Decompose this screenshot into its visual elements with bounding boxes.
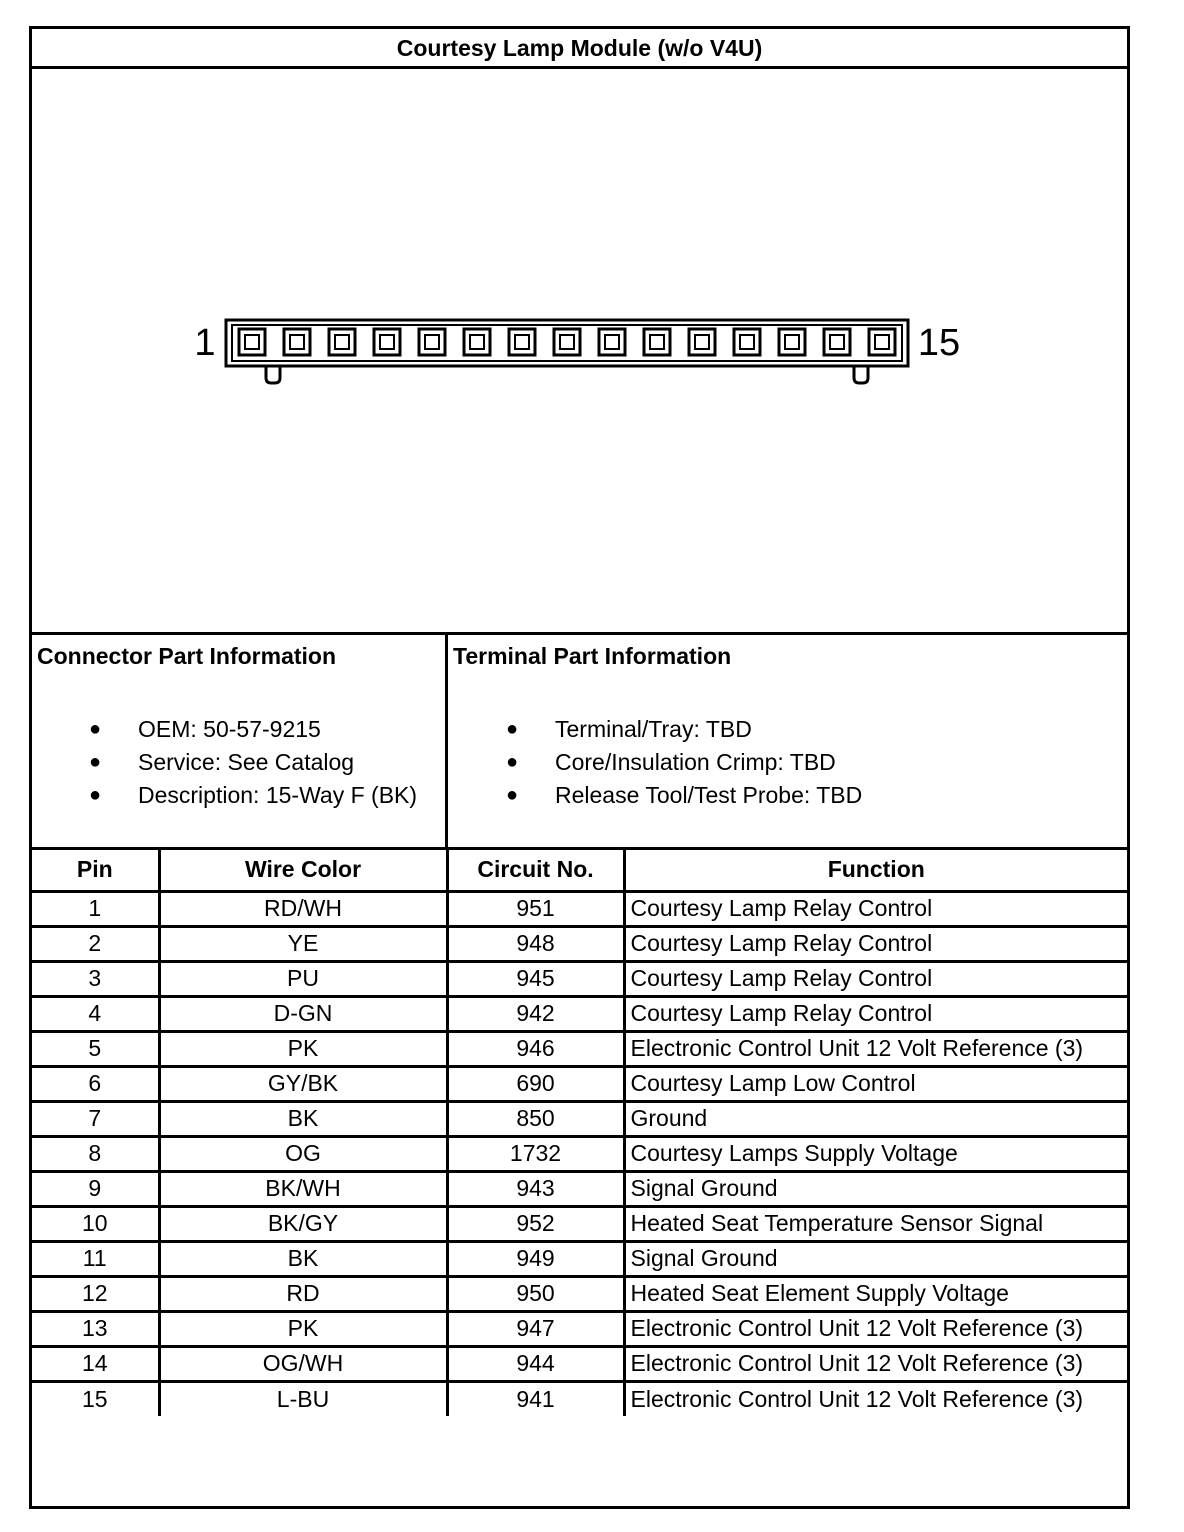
cavity-2-inner [290,335,304,349]
function-cell: Courtesy Lamp Relay Control [624,961,1127,996]
terminal-tool: Release Tool/Test Probe: TBD [555,782,863,808]
circuit-cell: 947 [447,1311,624,1346]
cavity-10-inner [650,335,664,349]
table-row [32,926,1127,961]
wire-color-cell: D-GN [159,996,447,1031]
pin-first-label: 1 [194,322,216,364]
terminal-info-list [505,713,862,812]
pin-cell: 5 [32,1031,159,1066]
function-cell: Courtesy Lamps Supply Voltage [624,1136,1127,1171]
table-row [32,1346,1127,1381]
table-row [32,1276,1127,1311]
cavity-8-inner [560,335,574,349]
cavity-9-outer [599,329,625,355]
table-header-row [32,850,1127,891]
cavity-5-inner [425,335,439,349]
pin-cell: 10 [32,1206,159,1241]
pin-rows [32,891,1127,1416]
connector-info-list [88,713,417,812]
cavity-5-outer [419,329,445,355]
function-cell: Signal Ground [624,1171,1127,1206]
function-cell: Electronic Control Unit 12 Volt Reference (3) [624,1311,1127,1346]
bullet-icon: ● [505,718,519,740]
cavity-11-inner [695,335,709,349]
circuit-cell: 948 [447,926,624,961]
cavity-10-outer [644,329,670,355]
circuit-cell: 944 [447,1346,624,1381]
pin-cell: 11 [32,1241,159,1276]
list-item [88,746,417,779]
function-cell: Electronic Control Unit 12 Volt Reference (3) [624,1031,1127,1066]
cavity-8-outer [554,329,580,355]
wire-color-cell: BK [159,1101,447,1136]
terminal-info-heading: Terminal Part Information [453,643,732,669]
function-cell: Signal Ground [624,1241,1127,1276]
pin-cell: 14 [32,1346,159,1381]
connector-drawing [32,69,1127,632]
cavity-13-inner [785,335,799,349]
wire-color-cell: RD [159,1276,447,1311]
list-item [505,713,862,746]
part-info-section [32,632,1127,850]
circuit-cell: 949 [447,1241,624,1276]
cavity-7-outer [509,329,535,355]
pin-cell: 12 [32,1276,159,1311]
function-cell: Courtesy Lamp Low Control [624,1066,1127,1101]
function-cell: Ground [624,1101,1127,1136]
connector-sheet [29,26,1130,1509]
cavity-3-outer [329,329,355,355]
cavity-6-outer [464,329,490,355]
pin-cell: 1 [32,891,159,926]
bullet-icon: ● [505,751,519,773]
terminal-tray: Terminal/Tray: TBD [555,716,752,742]
table-row [32,1171,1127,1206]
cavity-2-outer [284,329,310,355]
header-function: Function [624,850,1127,891]
cavity-13-outer [779,329,805,355]
header-circuit: Circuit No. [447,850,624,891]
function-cell: Courtesy Lamp Relay Control [624,926,1127,961]
wire-color-cell: OG/WH [159,1346,447,1381]
circuit-cell: 950 [447,1276,624,1311]
pin-cell: 7 [32,1101,159,1136]
circuit-cell: 942 [447,996,624,1031]
connector-description: Description: 15-Way F (BK) [138,782,418,808]
bullet-icon: ● [88,784,102,806]
wire-color-cell: BK/GY [159,1206,447,1241]
connector-diagram [32,69,1127,632]
table-row [32,1311,1127,1346]
connector-info-heading: Connector Part Information [37,643,337,669]
circuit-cell: 941 [447,1381,624,1416]
pin-cell: 4 [32,996,159,1031]
circuit-cell: 946 [447,1031,624,1066]
table-row [32,1381,1127,1416]
table-row [32,996,1127,1031]
pin-cell: 8 [32,1136,159,1171]
connector-service: Service: See Catalog [138,749,355,775]
connector-oem: OEM: 50-57-9215 [138,716,321,742]
bullet-icon: ● [505,784,519,806]
table-row [32,1241,1127,1276]
function-cell: Courtesy Lamp Relay Control [624,891,1127,926]
pin-cell: 3 [32,961,159,996]
table-row [32,1066,1127,1101]
list-item [88,779,417,812]
wire-color-cell: YE [159,926,447,961]
pin-cell: 15 [32,1381,159,1416]
header-wire-color: Wire Color [159,850,447,891]
pin-cell: 9 [32,1171,159,1206]
cavity-14-inner [830,335,844,349]
pin-cell: 2 [32,926,159,961]
function-cell: Electronic Control Unit 12 Volt Reference (3) [624,1381,1127,1416]
pin-last-label: 15 [917,322,961,364]
function-cell: Heated Seat Element Supply Voltage [624,1276,1127,1311]
cavity-1-inner [245,335,259,349]
cavity-15-inner [875,335,889,349]
function-cell: Courtesy Lamp Relay Control [624,996,1127,1031]
cavity-12-inner [740,335,754,349]
circuit-cell: 951 [447,891,624,926]
wire-color-cell: PU [159,961,447,996]
connector-peg-right [854,366,868,383]
circuit-cell: 850 [447,1101,624,1136]
page-title: Courtesy Lamp Module (w/o V4U) [32,29,1127,69]
wire-color-cell: L-BU [159,1381,447,1416]
table-row [32,1031,1127,1066]
list-item [88,713,417,746]
circuit-cell: 943 [447,1171,624,1206]
cavity-11-outer [689,329,715,355]
terminal-part-info [448,635,1127,847]
table-row [32,961,1127,996]
connector-body [226,320,908,383]
wire-color-cell: OG [159,1136,447,1171]
circuit-cell: 945 [447,961,624,996]
wire-color-cell: PK [159,1311,447,1346]
circuit-cell: 690 [447,1066,624,1101]
function-cell: Electronic Control Unit 12 Volt Reference (3) [624,1346,1127,1381]
circuit-cell: 952 [447,1206,624,1241]
wire-color-cell: BK/WH [159,1171,447,1206]
connector-peg-left [266,366,280,383]
pin-table [32,850,1127,1416]
wire-color-cell: BK [159,1241,447,1276]
table-row [32,1136,1127,1171]
cavity-7-inner [515,335,529,349]
cavity-9-inner [605,335,619,349]
table-row [32,891,1127,926]
wire-color-cell: RD/WH [159,891,447,926]
list-item [505,746,862,779]
wire-color-cell: PK [159,1031,447,1066]
cavity-12-outer [734,329,760,355]
cavity-3-inner [335,335,349,349]
table-row [32,1206,1127,1241]
cavity-4-outer [374,329,400,355]
table-row [32,1101,1127,1136]
cavity-6-inner [470,335,484,349]
cavity-15-outer [869,329,895,355]
bullet-icon: ● [88,718,102,740]
bullet-icon: ● [88,751,102,773]
connector-part-info [32,635,448,847]
cavity-1-outer [239,329,265,355]
circuit-cell: 1732 [447,1136,624,1171]
header-pin: Pin [32,850,159,891]
pin-cell: 13 [32,1311,159,1346]
terminal-crimp: Core/Insulation Crimp: TBD [555,749,836,775]
wire-color-cell: GY/BK [159,1066,447,1101]
cavity-14-outer [824,329,850,355]
function-cell: Heated Seat Temperature Sensor Signal [624,1206,1127,1241]
list-item [505,779,862,812]
pin-cell: 6 [32,1066,159,1101]
cavity-4-inner [380,335,394,349]
